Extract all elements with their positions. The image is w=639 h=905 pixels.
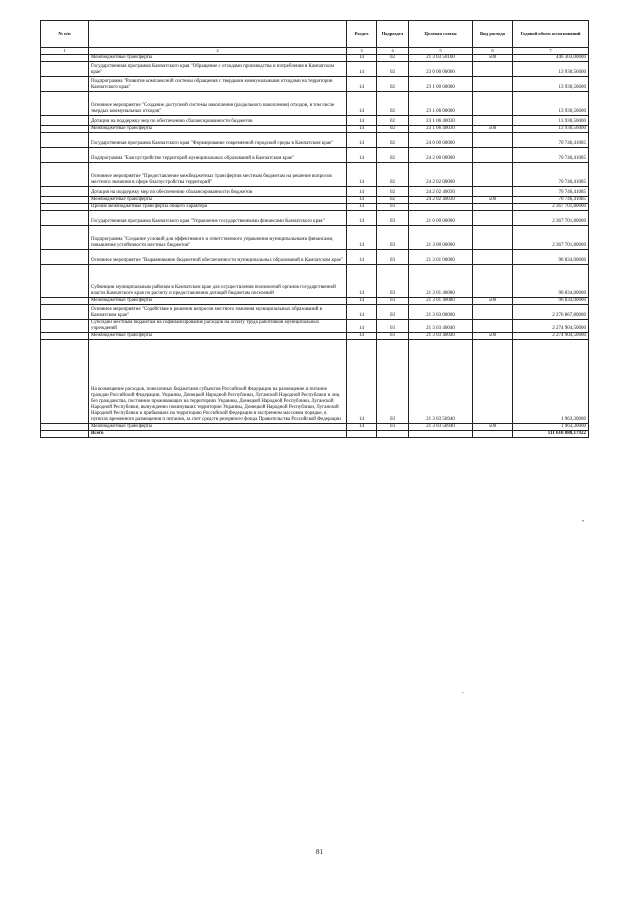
total-empty-cell — [347, 431, 377, 438]
row-podrazdel: 02 — [377, 55, 409, 62]
row-name: Межбюджетные трансферты — [89, 55, 347, 62]
header-name — [89, 21, 347, 48]
row-amount: 70 746,41085 — [513, 163, 589, 187]
table-row — [41, 250, 589, 265]
row-razdel: 14 — [347, 250, 377, 265]
row-num-cell — [41, 424, 89, 431]
row-name: Основное мероприятие "Выравнивание бюджетной обеспеченности муниципальных образований в Камчатском крае" — [89, 250, 347, 265]
row-expense-type: 500 — [473, 55, 513, 62]
row-num-cell — [41, 55, 89, 62]
header-amount: Годовой объем ассигнований — [513, 21, 589, 48]
column-number-row — [41, 48, 589, 55]
row-num-cell — [41, 298, 89, 305]
row-name: Подпрограмма "Развитие комплексной системы обращения с твердыми коммунальными отходами на территории Камчатского края" — [89, 77, 347, 92]
row-target: 24 2 02 00000 — [409, 163, 473, 187]
row-expense-type — [473, 163, 513, 187]
row-podrazdel: 03 — [377, 340, 409, 424]
row-target: 21 3 03 00000 — [409, 305, 473, 320]
row-expense-type — [473, 211, 513, 226]
row-num-cell — [41, 187, 89, 197]
row-target: 21 3 01 00000 — [409, 250, 473, 265]
row-expense-type — [473, 340, 513, 424]
row-amount: 2 367 701,80000 — [513, 226, 589, 250]
total-empty-cell — [409, 431, 473, 438]
row-amount: 90 834,00000 — [513, 298, 589, 305]
row-num-cell — [41, 197, 89, 204]
row-num-cell — [41, 333, 89, 340]
row-podrazdel: 02 — [377, 116, 409, 126]
row-razdel: 14 — [347, 77, 377, 92]
page-number: 81 — [316, 848, 323, 856]
row-podrazdel: 03 — [377, 211, 409, 226]
row-target: 21 3 00 00000 — [409, 226, 473, 250]
row-razdel: 14 — [347, 187, 377, 197]
col-number: 6 — [473, 48, 513, 55]
row-amount: 70 746,41085 — [513, 148, 589, 163]
row-num-cell — [41, 211, 89, 226]
budget-table-sheet — [40, 20, 588, 438]
row-amount: 13 930,56000 — [513, 77, 589, 92]
row-podrazdel: 02 — [377, 187, 409, 197]
row-num-cell — [41, 265, 89, 298]
row-razdel: 14 — [347, 211, 377, 226]
row-expense-type — [473, 320, 513, 333]
row-razdel: 14 — [347, 133, 377, 148]
row-expense-type — [473, 305, 513, 320]
row-expense-type: 500 — [473, 298, 513, 305]
col-number: 7 — [513, 48, 589, 55]
row-razdel: 14 — [347, 298, 377, 305]
col-number: 4 — [377, 48, 409, 55]
row-amount: 2 274 904,50000 — [513, 320, 589, 333]
row-name: Основное мероприятие "Предоставление межбюджетных трансфертов местным бюджетам на решение вопросов местного значения в сфере благоустройства территорий" — [89, 163, 347, 187]
row-name: Субвенции муниципальным районам в Камчатском крае для осуществления полномочий органов государственной власти Камчатского края по расчету и предоставлению дотаций бюджетам поселений — [89, 265, 347, 298]
row-expense-type — [473, 187, 513, 197]
table-row — [41, 265, 589, 298]
row-razdel: 14 — [347, 55, 377, 62]
row-podrazdel: 02 — [377, 197, 409, 204]
row-target: 23 1 06 00000 — [409, 92, 473, 116]
row-num-cell — [41, 226, 89, 250]
row-podrazdel: 03 — [377, 305, 409, 320]
row-razdel: 14 — [347, 62, 377, 77]
row-target: 21 3 01 40080 — [409, 298, 473, 305]
row-num-cell — [41, 340, 89, 424]
total-amount: 111 610 880,17922 — [513, 431, 589, 438]
row-name: Основное мероприятие "Содействие в решении вопросов местного значения муниципальных образований в Камчатском крае" — [89, 305, 347, 320]
row-name: Государственная программа Камчатского края "Управление государственными финансами Камчатского края" — [89, 211, 347, 226]
row-name: Подпрограмма "Благоустройство территорий муниципальных образований в Камчатском крае" — [89, 148, 347, 163]
row-num-cell — [41, 204, 89, 211]
table-row — [41, 116, 589, 126]
row-amount: 70 746,41085 — [513, 187, 589, 197]
row-name: Межбюджетные трансферты — [89, 197, 347, 204]
row-expense-type — [473, 133, 513, 148]
row-amount: 70 746,41085 — [513, 197, 589, 204]
row-target: 24 2 02 40030 — [409, 197, 473, 204]
row-amount: 90 834,00000 — [513, 265, 589, 298]
row-amount: 446 303,00000 — [513, 55, 589, 62]
row-expense-type — [473, 77, 513, 92]
table-row — [41, 55, 589, 62]
row-target: 21 3 03 40040 — [409, 320, 473, 333]
row-amount: 70 746,41085 — [513, 133, 589, 148]
row-expense-type: 500 — [473, 197, 513, 204]
table-body — [41, 55, 589, 431]
row-podrazdel: 02 — [377, 148, 409, 163]
row-razdel: 14 — [347, 92, 377, 116]
header-target: Целевая статья — [409, 21, 473, 48]
budget-table — [40, 20, 589, 438]
row-target: 24 0 00 00000 — [409, 133, 473, 148]
table-row — [41, 333, 589, 340]
row-num-cell — [41, 92, 89, 116]
row-target: 24 2 02 40030 — [409, 187, 473, 197]
total-empty-cell — [473, 431, 513, 438]
header-type: Вид расхода — [473, 21, 513, 48]
row-target: 21 3 01 40080 — [409, 265, 473, 298]
table-row — [41, 163, 589, 187]
row-podrazdel: 03 — [377, 298, 409, 305]
row-expense-type — [473, 204, 513, 211]
row-razdel: 14 — [347, 265, 377, 298]
row-amount: 1 963,30000 — [513, 340, 589, 424]
row-name: Межбюджетные трансферты — [89, 333, 347, 340]
row-name: Межбюджетные трансферты — [89, 126, 347, 133]
row-amount: 2 367 701,80000 — [513, 204, 589, 211]
row-amount: 13 930,56000 — [513, 126, 589, 133]
stray-mark: - — [462, 690, 464, 696]
row-razdel: 14 — [347, 204, 377, 211]
row-amount: 13 930,56000 — [513, 62, 589, 77]
table-row — [41, 305, 589, 320]
row-name: Межбюджетные трансферты — [89, 298, 347, 305]
row-razdel: 14 — [347, 424, 377, 431]
row-target: 23 1 00 00000 — [409, 77, 473, 92]
row-podrazdel: 02 — [377, 163, 409, 187]
row-name: На возмещение расходов, понесенных бюджетами субъектов Российской Федерации на размещение и питание граждан Российской Федерации, Украины, Донецкой Народной Республики, Луганской Народной Республики и лиц без гражданства, постоянно проживающих на территориях Украины, Донецкой Народной Республики, Луганской Народной Республики, вынужденно покинувших территории Украины, Донецкой Народной Республики, Луганской Народной Республики и прибывших на территорию Российской Федерации в экстренном массовом порядке, в пунктах временного размещения и питания, за счет средств резервного фонда Правительства Российской Федерации — [89, 340, 347, 424]
row-target: 23 1 06 40030 — [409, 126, 473, 133]
row-podrazdel: 03 — [377, 320, 409, 333]
row-amount: 2 276 867,80000 — [513, 305, 589, 320]
row-target: 23 0 00 00000 — [409, 62, 473, 77]
row-podrazdel: 02 — [377, 133, 409, 148]
row-podrazdel: 02 — [377, 62, 409, 77]
table-row — [41, 77, 589, 92]
row-num-cell — [41, 116, 89, 126]
row-target: 24 2 00 00000 — [409, 148, 473, 163]
row-name: Дотация на поддержку мер по обеспечению сбалансированности бюджетов — [89, 187, 347, 197]
row-name: Дотации на поддержку мер по обеспечению сбалансированности бюджетов — [89, 116, 347, 126]
row-amount: 90 834,00000 — [513, 250, 589, 265]
total-row — [41, 431, 589, 438]
row-num-cell — [41, 148, 89, 163]
row-expense-type: 500 — [473, 424, 513, 431]
row-expense-type — [473, 265, 513, 298]
table-row — [41, 62, 589, 77]
row-expense-type — [473, 116, 513, 126]
row-podrazdel: 03 — [377, 250, 409, 265]
row-razdel: 14 — [347, 148, 377, 163]
row-expense-type — [473, 148, 513, 163]
row-expense-type: 500 — [473, 126, 513, 133]
row-num-cell — [41, 126, 89, 133]
col-number: 1 — [41, 48, 89, 55]
row-num-cell — [41, 163, 89, 187]
row-podrazdel: 03 — [377, 265, 409, 298]
row-podrazdel: 03 — [377, 204, 409, 211]
row-target — [409, 204, 473, 211]
row-razdel: 14 — [347, 340, 377, 424]
col-number: 3 — [347, 48, 377, 55]
corner-mark: " — [582, 520, 585, 526]
row-expense-type — [473, 226, 513, 250]
row-razdel: 14 — [347, 333, 377, 340]
row-expense-type — [473, 62, 513, 77]
row-podrazdel: 03 — [377, 333, 409, 340]
table-row — [41, 133, 589, 148]
col-number: 5 — [409, 48, 473, 55]
table-row — [41, 187, 589, 197]
row-razdel: 14 — [347, 305, 377, 320]
table-row — [41, 197, 589, 204]
table-header-row — [41, 21, 589, 48]
row-target: 21 3 03 50100 — [409, 55, 473, 62]
row-name: Прочие межбюджетные трансферты общего характера — [89, 204, 347, 211]
table-row — [41, 204, 589, 211]
row-expense-type — [473, 92, 513, 116]
table-row — [41, 226, 589, 250]
col-number: 2 — [89, 48, 347, 55]
total-empty-cell — [377, 431, 409, 438]
row-razdel: 14 — [347, 126, 377, 133]
table-row — [41, 298, 589, 305]
header-razdel: Раздел — [347, 21, 377, 48]
row-num-cell — [41, 320, 89, 333]
table-row — [41, 211, 589, 226]
header-num: № п/п — [41, 21, 89, 48]
row-name: Основное мероприятие "Создание доступной системы накопления (раздельного накопления) отходов, в том числе твердых коммунальных отходов" — [89, 92, 347, 116]
row-target: 21 0 00 00000 — [409, 211, 473, 226]
table-row — [41, 92, 589, 116]
row-razdel: 14 — [347, 163, 377, 187]
row-target: 23 1 06 40030 — [409, 116, 473, 126]
header-podrazdel: Подраздел — [377, 21, 409, 48]
row-name: Межбюджетные трансферты — [89, 424, 347, 431]
row-num-cell — [41, 305, 89, 320]
row-amount: 2 274 904,50000 — [513, 333, 589, 340]
row-podrazdel: 02 — [377, 77, 409, 92]
row-target: 21 3 03 56940 — [409, 340, 473, 424]
row-name: Подпрограмма "Создание условий для эффективного и ответственного управления муниципальными финансами, повышения устойчивости местных бюджетов" — [89, 226, 347, 250]
row-amount: 2 367 701,80000 — [513, 211, 589, 226]
table-row — [41, 424, 589, 431]
row-target: 21 3 03 56940 — [409, 424, 473, 431]
row-num-cell — [41, 250, 89, 265]
row-razdel: 14 — [347, 226, 377, 250]
table-row — [41, 340, 589, 424]
total-num-cell — [41, 431, 89, 438]
row-amount: 1 963,30000 — [513, 424, 589, 431]
row-amount: 13 930,56000 — [513, 116, 589, 126]
total-label: Всего — [89, 431, 347, 438]
row-podrazdel: 03 — [377, 424, 409, 431]
row-name: Государственная программа Камчатского края "Обращение с отходами производства и потребления в Камчатском крае" — [89, 62, 347, 77]
row-podrazdel: 03 — [377, 226, 409, 250]
row-expense-type: 500 — [473, 333, 513, 340]
row-name: Государственная программа Камчатского края "Формирование современной городской среды в Камчатском крае" — [89, 133, 347, 148]
row-expense-type — [473, 250, 513, 265]
row-num-cell — [41, 133, 89, 148]
row-razdel: 14 — [347, 197, 377, 204]
row-target: 21 3 03 40040 — [409, 333, 473, 340]
table-row — [41, 320, 589, 333]
row-razdel: 14 — [347, 320, 377, 333]
row-name: Субсидии местным бюджетам на софинансирование расходов на оплату труда работников муниципальных учреждений — [89, 320, 347, 333]
table-row — [41, 126, 589, 133]
row-num-cell — [41, 62, 89, 77]
row-num-cell — [41, 77, 89, 92]
row-podrazdel: 02 — [377, 126, 409, 133]
row-podrazdel: 02 — [377, 92, 409, 116]
row-razdel: 14 — [347, 116, 377, 126]
row-amount: 13 930,56000 — [513, 92, 589, 116]
table-row — [41, 148, 589, 163]
